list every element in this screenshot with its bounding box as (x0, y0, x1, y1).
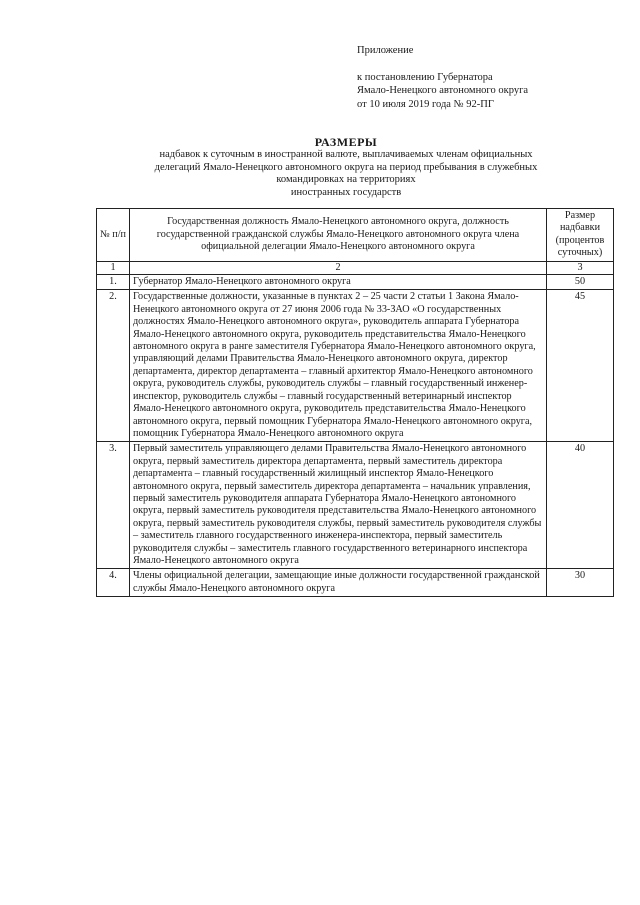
row-position-text: Государственные должности, указанные в пунктах 2 – 25 части 2 статьи 1 Закона Ямало-Ненецкого автономного округа от 27 июня 2006 года № 33-ЗАО «О государственных должностях Ямало-Ненецкого автономного округа», руководитель аппарата Губернатора Ямало-Ненецкого автономного округа, руководитель представительства Ямало-Ненецкого автономного округа в ранге заместителя Губернатора Ямало-Ненецкого автономного округа, управляющий делами Правительства Ямало-Ненецкого автономного округа, директор департамента, директор департамента – главный архитектор Ямало-Ненецкого автономного округа, руководитель службы, руководитель службы – главный государственный инженер-инспектор, руководитель службы – главный государственный ветеринарный инспектор Ямало-Ненецкого автономного округа, руководитель представительства Ямало-Ненецкого автономного округа, первый помощник Губернатора Ямало-Ненецкого автономного округа, помощник Губернатора Ямало-Ненецкого автономного округа (130, 290, 547, 442)
column-number-row (97, 261, 614, 274)
appendix-line-3: от 10 июля 2019 года № 92-ПГ (357, 98, 494, 110)
row-position-text: Первый заместитель управляющего делами Правительства Ямало-Ненецкого автономного округа, первый заместитель директора департамента, первый заместитель директора департамента – главный государственный жилищный инспектор Ямало-Ненецкого автономного округа, первый заместитель директора департамента – начальник управления, первый заместитель руководителя аппарата Губернатора Ямало-Ненецкого автономного округа, первый заместитель руководителя представительства Ямало-Ненецкого автономного округа, первый заместитель руководителя службы, первый заместитель руководителя службы – заместитель главного государственного инженера-инспектора, первый заместитель руководителя службы – заместитель главного государственного ветеринарного инспектора Ямало-Ненецкого автономного округа (130, 442, 547, 569)
table-header-row (97, 209, 614, 262)
row-allowance-value: 30 (547, 569, 614, 597)
row-allowance-value: 40 (547, 442, 614, 569)
row-allowance-value: 45 (547, 290, 614, 442)
table-row (97, 442, 614, 569)
row-position-text: Члены официальной делегации, замещающие иные должности государственной гражданской службы Ямало-Ненецкого автономного округа (130, 569, 547, 597)
document-heading (96, 135, 596, 199)
table-row (97, 275, 614, 290)
document-title: РАЗМЕРЫ (314, 135, 378, 149)
row-number: 3. (97, 442, 130, 569)
column-number: 2 (130, 261, 547, 274)
header-size: Размер надбавки (процентов суточных) (547, 209, 614, 262)
subtitle-line-1: надбавок к суточным в иностранной валюте, выплачиваемых членам официальных (159, 149, 533, 160)
column-number: 1 (97, 261, 130, 274)
appendix-label: Приложение (357, 45, 414, 56)
appendix-line-1: к постановлению Губернатора (357, 71, 493, 83)
row-number: 1. (97, 275, 130, 290)
subtitle-line-2: делегаций Ямало-Ненецкого автономного округа на период пребывания в служебных (154, 161, 538, 173)
subtitle-line-3: командировках на территориях (276, 174, 416, 185)
row-position-text: Губернатор Ямало-Ненецкого автономного округа (130, 275, 547, 290)
header-position: Государственная должность Ямало-Ненецкого автономного округа, должность государственной гражданской службы Ямало-Ненецкого автономного округа члена официальной делегации Ямало-Ненецкого автономного округа (130, 209, 547, 262)
header-num: № п/п (97, 209, 130, 262)
appendix-block (357, 44, 528, 111)
table-row (97, 569, 614, 597)
row-number: 4. (97, 569, 130, 597)
subtitle-line-4: иностранных государств (290, 186, 402, 198)
row-number: 2. (97, 290, 130, 442)
column-number: 3 (547, 261, 614, 274)
allowance-table (96, 208, 614, 597)
appendix-line-2: Ямало-Ненецкого автономного округа (357, 85, 529, 96)
row-allowance-value: 50 (547, 275, 614, 290)
table-row (97, 290, 614, 442)
